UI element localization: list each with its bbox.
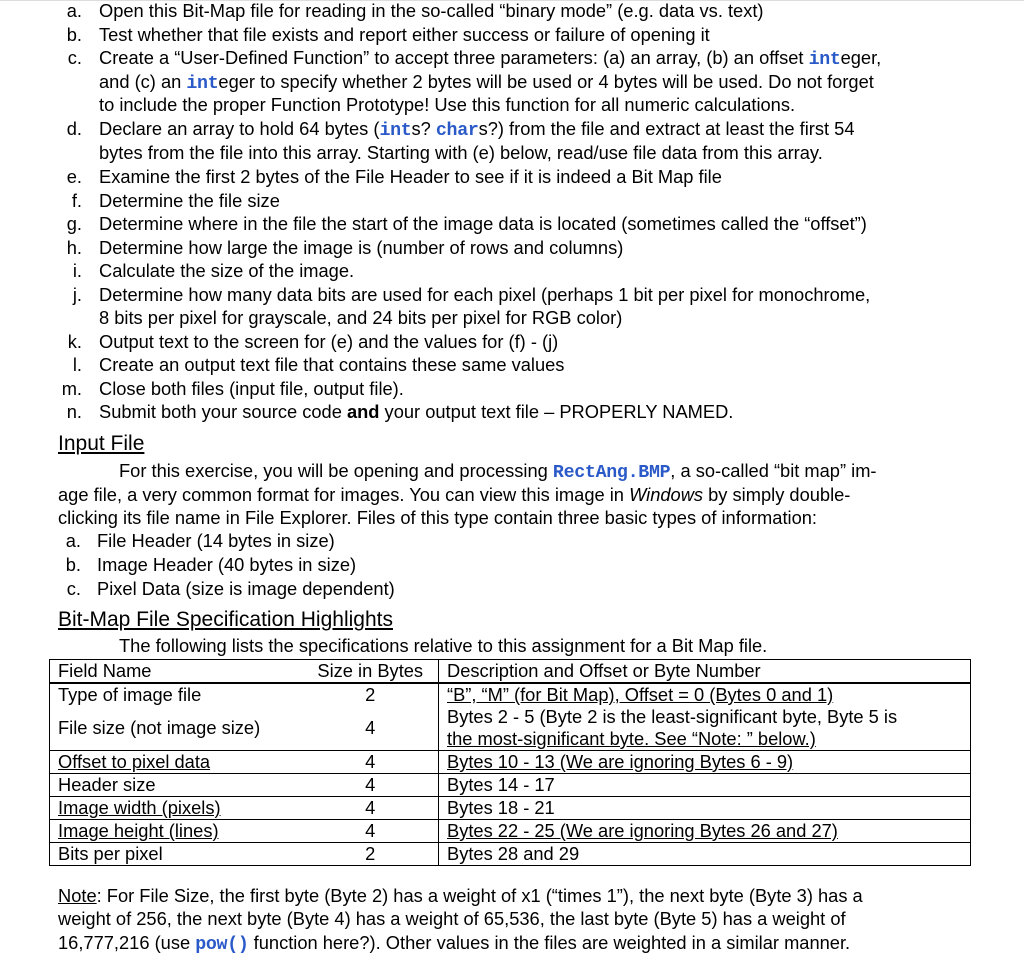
table-row: File size (not image size) 4 Bytes 2 - 5 (Byte 2 is the least-significant byte, Byte 5 is the most-significant byte. See “Note: ” below.): [50, 706, 971, 751]
table-row: Offset to pixel data 4 Bytes 10 - 13 (We are ignoring Bytes 6 - 9): [50, 751, 971, 774]
note-line: Note: For File Size, the first byte (Byte 2) has a weight of x1 (“times 1”), the next byte (Byte 3) has a: [58, 885, 863, 906]
code-keyword: char: [435, 121, 479, 141]
paragraph-line: For this exercise, you will be opening and processing RectAng.BMP, a so-called “bit map” im-: [119, 460, 877, 483]
filename-code: RectAng.BMP: [552, 463, 671, 483]
spec-table: [49, 659, 971, 866]
spec-heading: Bit-Map File Specification Highlights: [58, 608, 393, 631]
table-row: Type of image file 2 “B”, “M” (for Bit Map), Offset = 0 (Bytes 0 and 1): [50, 683, 971, 706]
table-row: Header size 4 Bytes 14 - 17: [50, 774, 971, 797]
note-line: weight of 256, the next byte (Byte 4) has a weight of 65,536, the last byte (Byte 5) has a weight of: [58, 908, 846, 929]
spec-intro: The following lists the specifications relative to this assignment for a Bit Map file.: [119, 635, 768, 656]
paragraph-line: age file, a very common format for images. You can view this image in Windows by simply double-: [58, 484, 851, 505]
table-row: Image width (pixels) 4 Bytes 18 - 21: [50, 797, 971, 820]
note-line: 16,777,216 (use pow() function here?). Other values in the files are weighted in a similar manner.: [58, 932, 851, 955]
note-label: Note: [58, 885, 97, 906]
paragraph-line: clicking its file name in File Explorer. Files of this type contain three basic types of information:: [58, 507, 818, 528]
code-keyword: int: [186, 74, 219, 94]
code-keyword: int: [379, 121, 412, 141]
table-row: Image height (lines) 4 Bytes 22 - 25 (We are ignoring Bytes 26 and 27): [50, 820, 971, 843]
input-file-heading: Input File: [58, 432, 145, 455]
table-row: Bits per pixel 2 Bytes 28 and 29: [50, 843, 971, 866]
code-keyword: int: [808, 50, 841, 70]
code-function: pow(): [195, 935, 249, 955]
table-header-row: Field Name Size in Bytes Description and Offset or Byte Number: [50, 660, 971, 684]
